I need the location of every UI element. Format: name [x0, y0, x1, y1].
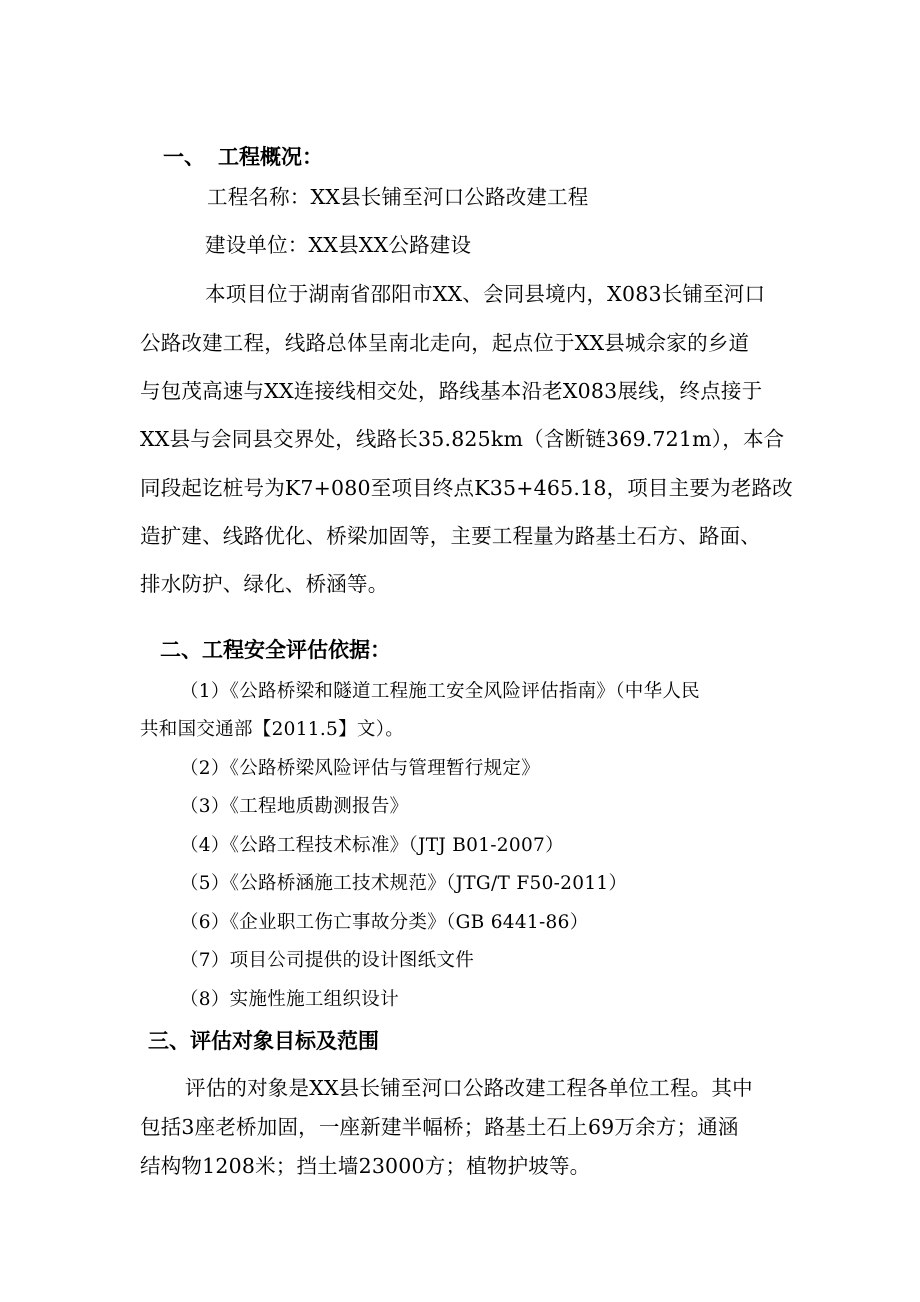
overview-line-1: 本项目位于湖南省邵阳市XX、会同县境内，X083长铺至河口	[205, 282, 766, 306]
basis-item-7: （7）项目公司提供的设计图纸文件	[180, 950, 475, 971]
overview-line-4: XX县与会同县交界处，线路长35.825km（含断链369.721m），本合	[140, 427, 785, 451]
basis-item-2: （2）《公路桥梁风险评估与管理暂行规定》	[180, 758, 541, 779]
overview-line-5: 同段起讫桩号为K7+080至项目终点K35+465.18，项目主要为老路改	[140, 476, 793, 500]
section1-heading-number: 一、	[163, 145, 205, 169]
overview-line-6: 造扩建、线路优化、桥梁加固等，主要工程量为路基土石方、路面、	[140, 524, 761, 548]
section2-heading: 二、工程安全评估依据：	[160, 638, 391, 662]
basis-item-8: （8）实施性施工组织设计	[180, 989, 399, 1010]
basis-item-1: （1）《公路桥梁和隧道工程施工安全风险评估指南》（中华人民	[180, 681, 700, 702]
scope-line-1: 评估的对象是XX县长铺至河口公路改建工程各单位工程。其中	[185, 1076, 753, 1100]
basis-item-3: （3）《工程地质勘测报告》	[180, 796, 409, 817]
section1-heading-title: 工程概况：	[218, 145, 323, 169]
basis-item-6: （6）《企业职工伤亡事故分类》（GB 6441-86）	[180, 912, 589, 933]
scope-line-3: 结构物1208米；挡土墙23000方；植物护坡等。	[140, 1154, 591, 1178]
builder-line: 建设单位：XX县XX公路建设	[205, 233, 472, 257]
basis-item-4: （4）《公路工程技术标准》（JTJ B01-2007）	[180, 835, 564, 856]
basis-item-1-cont: 共和国交通部【2011.5】文）。	[140, 719, 405, 740]
overview-line-3: 与包茂高速与XX连接线相交处，路线基本沿老X083展线，终点接于	[140, 379, 763, 403]
basis-item-5: （5）《公路桥涵施工技术规范》（JTG/T F50-2011）	[180, 873, 628, 894]
scope-line-2: 包括3座老桥加固，一座新建半幅桥；路基土石上69万余方；通涵	[140, 1115, 739, 1139]
overview-line-2: 公路改建工程，线路总体呈南北走向，起点位于XX县城佘家的乡道	[140, 331, 750, 355]
overview-line-7: 排水防护、绿化、桥涵等。	[140, 572, 389, 596]
section3-heading: 三、评估对象目标及范围	[148, 1029, 379, 1053]
project-name-line: 工程名称：XX县长铺至河口公路改建工程	[207, 185, 589, 209]
